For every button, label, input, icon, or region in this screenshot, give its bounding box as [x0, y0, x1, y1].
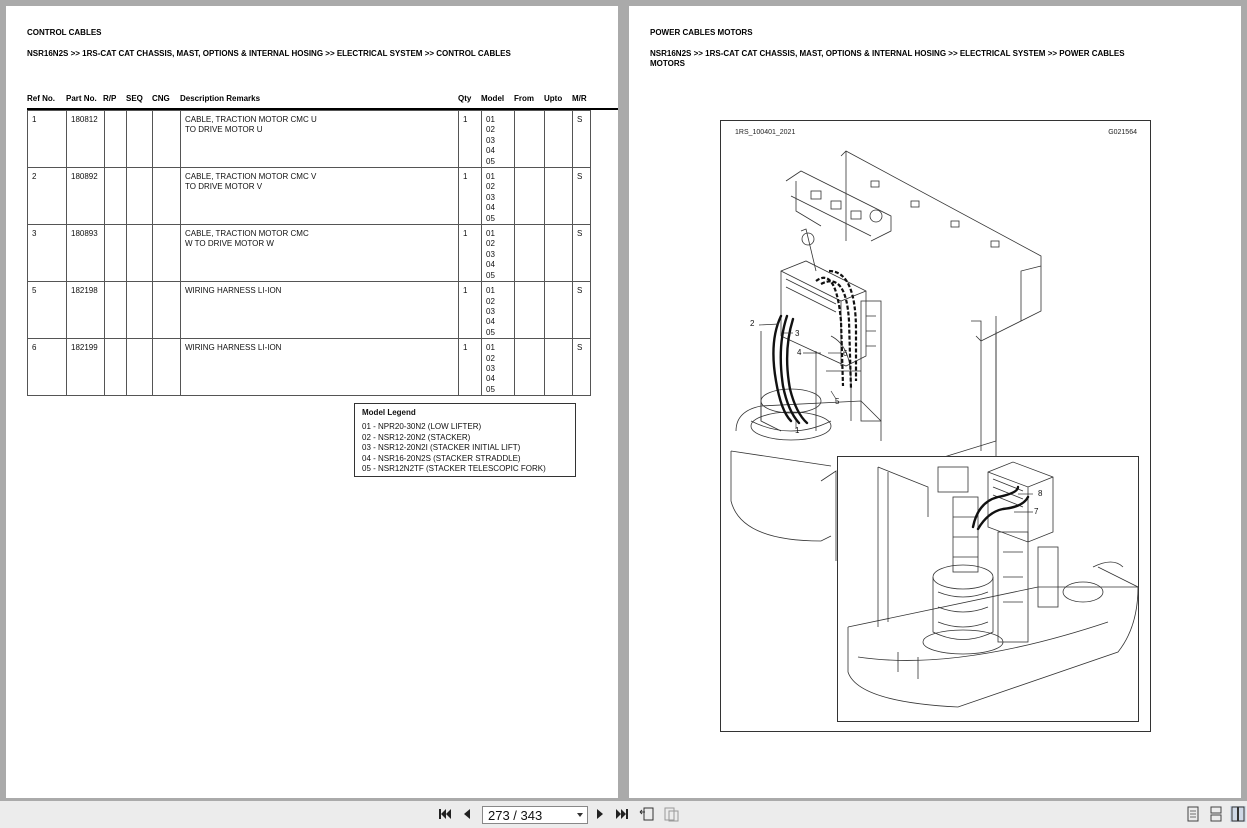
- cell-mr: S: [573, 339, 591, 396]
- next-view-icon[interactable]: [663, 806, 679, 822]
- previous-view-icon[interactable]: [639, 806, 655, 822]
- cell-part-no: 180892: [67, 168, 105, 225]
- cell-models-line: 05: [486, 327, 495, 337]
- cell-models-line: 04: [486, 374, 495, 384]
- facing-pages-view-icon[interactable]: [1230, 806, 1246, 822]
- cell-from: [515, 339, 545, 396]
- cell-seq: [127, 282, 153, 339]
- cell-models-line: 02: [486, 125, 495, 135]
- cell-part-no: 182198: [67, 282, 105, 339]
- cell-qty: 1: [459, 225, 482, 282]
- cell-models-line: 05: [486, 384, 495, 394]
- cell-seq: [127, 225, 153, 282]
- callout-1: 1: [795, 426, 800, 435]
- cell-cng: [153, 225, 181, 282]
- parts-table: [27, 110, 591, 396]
- cell-upto: [545, 168, 573, 225]
- legend-item: 02 - NSR12-20N2 (STACKER): [362, 432, 471, 442]
- callout-5: 5: [835, 397, 840, 406]
- col-header-model: Model: [481, 94, 505, 103]
- cell-description-line: CABLE, TRACTION MOTOR CMC V: [185, 172, 317, 182]
- col-header-ref: Ref No.: [27, 94, 55, 103]
- table-row: [28, 339, 591, 396]
- cell-upto: [545, 111, 573, 168]
- cell-models: [482, 168, 515, 225]
- model-legend: [354, 403, 576, 477]
- cell-cng: [153, 111, 181, 168]
- cell-from: [515, 168, 545, 225]
- cell-models-line: 04: [486, 317, 495, 327]
- cell-ref: 3: [28, 225, 67, 282]
- chevron-down-icon: [577, 813, 583, 817]
- cell-from: [515, 111, 545, 168]
- callout-2: 2: [750, 319, 755, 328]
- cell-rp: [105, 282, 127, 339]
- last-page-icon[interactable]: [614, 806, 630, 822]
- drawing-number: G021564: [1108, 129, 1137, 136]
- page-number-select[interactable]: [482, 806, 588, 824]
- cell-models-line: 01: [486, 343, 495, 353]
- legend-item: 04 - NSR16-20N2S (STACKER STRADDLE): [362, 453, 521, 463]
- cell-models-line: 02: [486, 182, 495, 192]
- cell-mr: S: [573, 111, 591, 168]
- callout-3: 3: [795, 329, 800, 338]
- cell-mr: S: [573, 225, 591, 282]
- cell-upto: [545, 225, 573, 282]
- cell-rp: [105, 339, 127, 396]
- cell-ref: 6: [28, 339, 67, 396]
- cell-rp: [105, 111, 127, 168]
- cell-ref: 2: [28, 168, 67, 225]
- cell-models-line: 01: [486, 286, 495, 296]
- cell-models-line: 03: [486, 249, 495, 259]
- cell-part-no: 180812: [67, 111, 105, 168]
- cell-from: [515, 225, 545, 282]
- cell-description-line: CABLE, TRACTION MOTOR CMC: [185, 229, 309, 239]
- cell-seq: [127, 339, 153, 396]
- cell-models-line: 03: [486, 135, 495, 145]
- next-page-icon[interactable]: [592, 806, 608, 822]
- cell-models-line: 05: [486, 270, 495, 280]
- drawing-code: 1RS_100401_2021: [735, 129, 796, 136]
- cell-models-line: 02: [486, 353, 495, 363]
- page-indicator: 273 / 343: [488, 808, 543, 823]
- cell-seq: [127, 111, 153, 168]
- col-header-from: From: [514, 94, 534, 103]
- col-header-qty: Qty: [458, 94, 472, 103]
- cell-description: [181, 339, 459, 396]
- cell-models: [482, 282, 515, 339]
- cell-description-line: TO DRIVE MOTOR V: [185, 182, 263, 192]
- cell-description-line: TO DRIVE MOTOR U: [185, 125, 263, 135]
- table-row: [28, 168, 591, 225]
- cell-models-line: 03: [486, 363, 495, 373]
- parts-drawing: [720, 120, 1151, 732]
- callout-6: 6: [843, 349, 848, 358]
- cell-models-line: 04: [486, 146, 495, 156]
- table-row: [28, 282, 591, 339]
- legend-item: 05 - NSR12N2TF (STACKER TELESCOPIC FORK): [362, 464, 546, 474]
- legend-title: Model Legend: [362, 408, 416, 417]
- cell-models-line: 03: [486, 192, 495, 202]
- col-header-desc: Description Remarks: [180, 94, 261, 103]
- cell-qty: 1: [459, 282, 482, 339]
- page-title: CONTROL CABLES: [27, 28, 102, 37]
- cell-qty: 1: [459, 339, 482, 396]
- cell-description-line: W TO DRIVE MOTOR W: [185, 239, 274, 249]
- cell-description: [181, 168, 459, 225]
- page-title: POWER CABLES MOTORS: [650, 28, 753, 37]
- cell-models-line: 03: [486, 306, 495, 316]
- cell-models-line: 02: [486, 239, 495, 249]
- cell-qty: 1: [459, 168, 482, 225]
- cell-description-line: WIRING HARNESS LI-ION: [185, 286, 282, 296]
- cell-models-line: 01: [486, 172, 495, 182]
- cell-ref: 5: [28, 282, 67, 339]
- col-header-part: Part No.: [66, 94, 97, 103]
- legend-item: 03 - NSR12-20N2I (STACKER INITIAL LIFT): [362, 443, 521, 453]
- cell-rp: [105, 225, 127, 282]
- left-page: [6, 6, 618, 798]
- cell-description: [181, 111, 459, 168]
- col-header-seq: SEQ: [126, 94, 143, 103]
- cell-mr: S: [573, 168, 591, 225]
- breadcrumb-line: MOTORS: [650, 59, 685, 68]
- prev-page-icon[interactable]: [459, 806, 475, 822]
- cell-seq: [127, 168, 153, 225]
- cell-qty: 1: [459, 111, 482, 168]
- first-page-icon[interactable]: [437, 806, 453, 822]
- inset-illustration: [838, 457, 1139, 722]
- breadcrumb: [650, 49, 1125, 69]
- cell-models-line: 04: [486, 203, 495, 213]
- col-header-mr: M/R: [572, 94, 587, 103]
- legend-item: 01 - NPR20-30N2 (LOW LIFTER): [362, 422, 482, 432]
- detail-inset: [837, 456, 1139, 722]
- cell-models-line: 02: [486, 296, 495, 306]
- single-page-view-icon[interactable]: [1185, 806, 1201, 822]
- cell-cng: [153, 282, 181, 339]
- cell-models-line: 05: [486, 156, 495, 166]
- breadcrumb-line: NSR16N2S >> 1RS-CAT CAT CHASSIS, MAST, OPTIONS & INTERNAL HOSING >> ELECTRICAL SYSTEM >> POWER CABLES: [650, 49, 1125, 58]
- cell-models-line: 01: [486, 229, 495, 239]
- cell-models-line: 05: [486, 213, 495, 223]
- col-header-rp: R/P: [103, 94, 117, 103]
- cell-part-no: 182199: [67, 339, 105, 396]
- cell-description-line: WIRING HARNESS LI-ION: [185, 343, 282, 353]
- callout-8: 8: [1038, 489, 1043, 498]
- cell-upto: [545, 339, 573, 396]
- col-header-cng: CNG: [152, 94, 170, 103]
- cell-models-line: 01: [486, 115, 495, 124]
- cell-from: [515, 282, 545, 339]
- cell-mr: S: [573, 282, 591, 339]
- callout-4: 4: [797, 348, 802, 357]
- cell-models: [482, 111, 515, 168]
- right-page: [629, 6, 1241, 798]
- viewer-toolbar: [0, 801, 1247, 828]
- col-header-upto: Upto: [544, 94, 563, 103]
- cell-description-line: CABLE, TRACTION MOTOR CMC U: [185, 115, 317, 124]
- cell-part-no: 180893: [67, 225, 105, 282]
- table-row: [28, 225, 591, 282]
- cell-ref: 1: [28, 111, 67, 168]
- callout-7: 7: [1034, 507, 1039, 516]
- continuous-view-icon[interactable]: [1208, 806, 1224, 822]
- cell-description: [181, 282, 459, 339]
- cell-description: [181, 225, 459, 282]
- cell-models: [482, 225, 515, 282]
- breadcrumb: NSR16N2S >> 1RS-CAT CAT CHASSIS, MAST, OPTIONS & INTERNAL HOSING >> ELECTRICAL SYSTEM >> CONTROL CABLES: [27, 49, 511, 58]
- cell-upto: [545, 282, 573, 339]
- cell-models: [482, 339, 515, 396]
- cell-cng: [153, 168, 181, 225]
- table-row: [28, 111, 591, 168]
- cell-cng: [153, 339, 181, 396]
- cell-rp: [105, 168, 127, 225]
- cell-models-line: 04: [486, 260, 495, 270]
